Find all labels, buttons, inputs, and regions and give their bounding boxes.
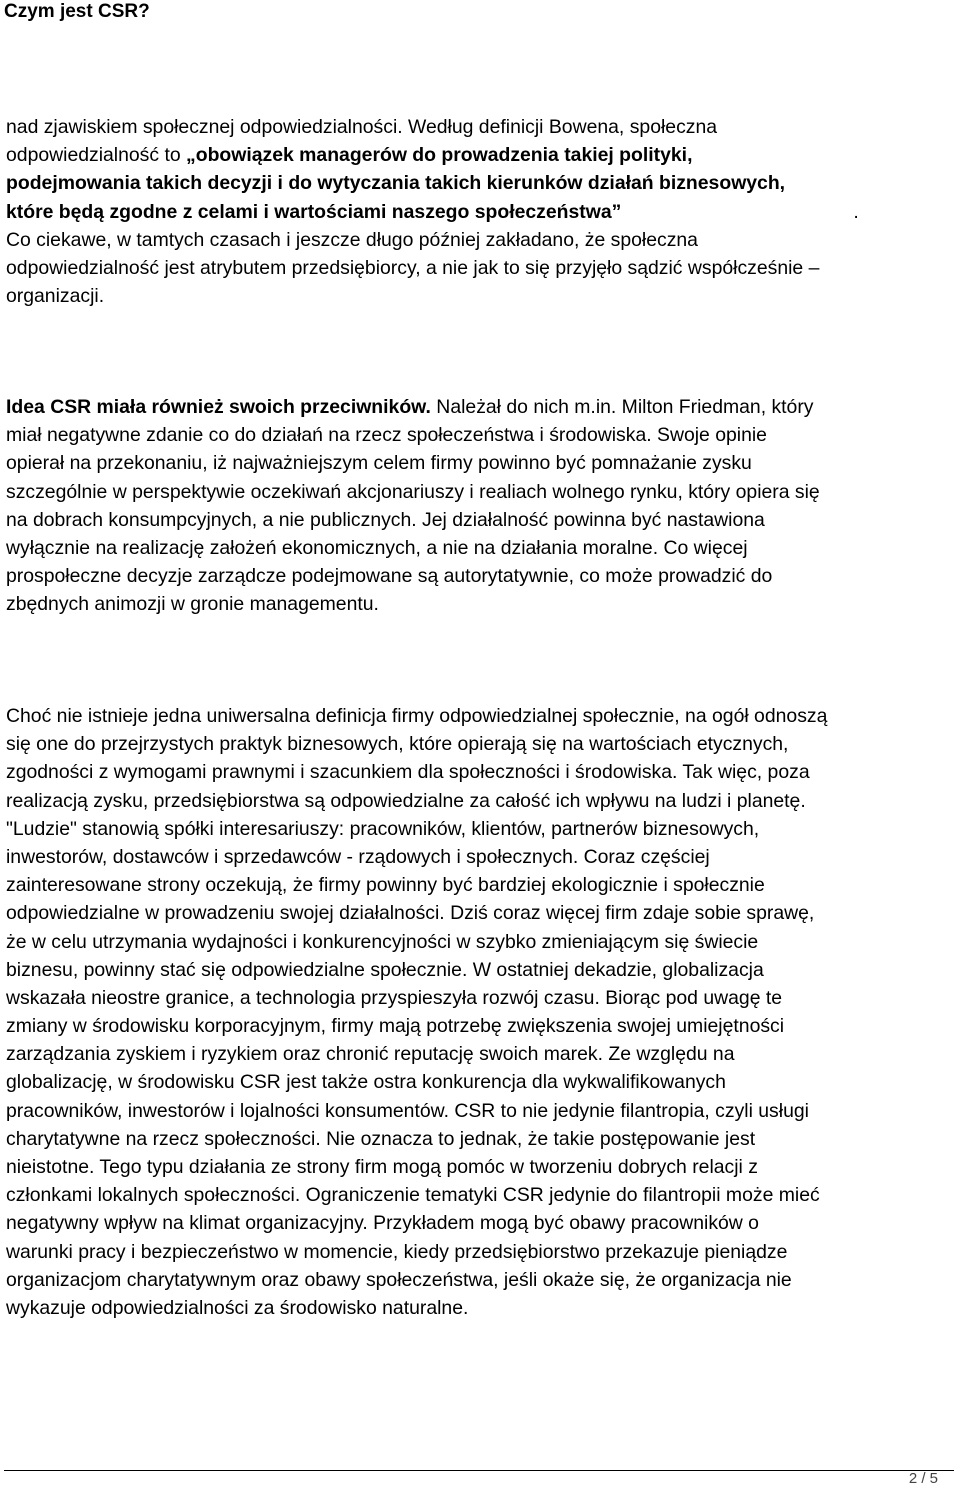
text-line bbox=[6, 393, 958, 421]
text-line: inwestorów, dostawców i sprzedawców - rządowych i społecznych. Coraz częściej bbox=[6, 845, 710, 868]
text-line: charytatywne na rzecz społeczności. Nie oznacza to jednak, że takie postępowanie jest bbox=[6, 1127, 756, 1150]
text-line: zbędnych animozji w gronie managementu. bbox=[6, 593, 379, 616]
text-line: globalizację, w środowisku CSR jest także ostra konkurencja dla wykwalifikowanych bbox=[6, 1071, 726, 1094]
text-line: organizacji. bbox=[6, 285, 105, 308]
text-line: na dobrach konsumpcyjnych, a nie publicznych. Jej działalność powinna być nastawiona bbox=[6, 508, 765, 531]
text-line: się one do przejrzystych praktyk biznesowych, które opierają się na wartościach etycznych, bbox=[6, 733, 789, 756]
text-line: miał negatywne zdanie co do działań na rzecz społeczeństwa i środowiska. Swoje opinie bbox=[6, 424, 767, 447]
text-line bbox=[6, 198, 958, 226]
text-line: "Ludzie" stanowią spółki interesariuszy: pracowników, klientów, partnerów biznesowych, bbox=[6, 817, 760, 840]
text-line: organizacjom charytatywnym oraz obawy społeczeństwa, jeśli okaże się, że organizacja nie bbox=[6, 1268, 792, 1291]
footer-divider bbox=[4, 1470, 954, 1471]
paragraph-bowen-definition bbox=[6, 113, 958, 310]
text-line: nad zjawiskiem społecznej odpowiedzialności. Według definicji Bowena, społeczna bbox=[6, 116, 718, 138]
text-line: negatywny wpływ na klimat organizacyjny. Przykładem mogą być obawy pracowników o bbox=[6, 1212, 759, 1235]
text-line: prospołeczne decyzje zarządcze podejmowane są autorytatywnie, co może prowadzić do bbox=[6, 565, 773, 588]
text-line: zgodności z wymogami prawnymi i szacunkiem dla społeczności i środowiska. Tak więc, poza bbox=[6, 761, 810, 784]
text-line: nieistotne. Tego typu działania ze strony firm mogą pomóc w tworzeniu dobrych relacji z bbox=[6, 1156, 758, 1178]
text-line: zarządzania zyskiem i ryzykiem oraz chronić reputację swoich marek. Ze względu na bbox=[6, 1043, 735, 1066]
text-line: opierał na przekonaniu, iż najważniejszym celem firmy powinno być pomnażanie zysku bbox=[6, 452, 752, 475]
paragraph-csr-opponents bbox=[6, 393, 958, 619]
page-number: 2 / 5 bbox=[908, 1470, 938, 1487]
text-line: pracowników, inwestorów i lojalności konsumentów. CSR to nie jedynie filantropia, czyli usługi bbox=[6, 1099, 809, 1122]
text-line: wskazała nieostre granice, a technologia przyspieszyła rozwój czasu. Biorąc pod uwagę te bbox=[6, 986, 783, 1009]
bold-quote-line: podejmowania takich decyzji i do wytyczania takich kierunków działań biznesowych, bbox=[6, 172, 786, 195]
text-line: wyłącznie na realizację założeń ekonomicznych, a nie na działania moralne. Co więcej bbox=[6, 536, 748, 559]
text-line: odpowiedzialność jest atrybutem przedsiębiorcy, a nie jak to się przyjęło sądzić współcześnie – bbox=[6, 256, 820, 279]
text-line: Choć nie istnieje jedna uniwersalna definicja firmy odpowiedzialnej społecznie, na ogół odnoszą bbox=[6, 705, 828, 727]
bold-quote: „obowiązek managerów do prowadzenia takiej polityki, bbox=[186, 144, 693, 167]
text-line: Co ciekawe, w tamtych czasach i jeszcze długo później zakładano, że społeczna bbox=[6, 228, 698, 251]
document-title: Czym jest CSR? bbox=[4, 1, 150, 22]
bold-lead: Idea CSR miała również swoich przeciwników. bbox=[6, 396, 431, 418]
text-line: realizacją zysku, przedsiębiorstwa są odpowiedzialne za całość ich wpływu na ludzi i planetę. bbox=[6, 789, 806, 812]
text-line: warunki pracy i bezpieczeństwo w momencie, kiedy przedsiębiorstwo przekazuje pieniądze bbox=[6, 1240, 788, 1263]
text-line: biznesu, powinny stać się odpowiedzialne społecznie. W ostatniej dekadzie, globalizacja bbox=[6, 958, 764, 981]
period: . bbox=[853, 200, 859, 223]
text-line bbox=[6, 141, 958, 169]
text-line: zmiany w środowisku korporacyjnym, firmy mają potrzebę zwiększenia swojej umiejętności bbox=[6, 1015, 785, 1038]
text-line: szczególnie w perspektywie oczekiwań akcjonariuszy i realiach wolnego rynku, który opiera się bbox=[6, 480, 820, 503]
text-line: członkami lokalnych społeczności. Ograniczenie tematyki CSR jedynie do filantropii może mieć bbox=[6, 1184, 820, 1207]
paragraph-csr-definition bbox=[6, 702, 958, 1322]
bold-quote: które będą zgodne z celami i wartościami naszego społeczeństwa” bbox=[6, 200, 622, 223]
text-run: odpowiedzialność to bbox=[6, 144, 187, 167]
text-run: Należał do nich m.in. Milton Friedman, który bbox=[430, 396, 814, 418]
text-line: wykazuje odpowiedzialności za środowisko naturalne. bbox=[6, 1296, 469, 1319]
text-line: zainteresowane strony oczekują, że firmy powinny być bardziej ekologicznie i społecznie bbox=[6, 874, 765, 897]
text-line: że w celu utrzymania wydajności i konkurencyjności w szybko zmieniającym się świecie bbox=[6, 930, 759, 953]
text-line: odpowiedzialne w prowadzeniu swojej działalności. Dziś coraz więcej firm zdaje sobie sprawę, bbox=[6, 902, 815, 925]
